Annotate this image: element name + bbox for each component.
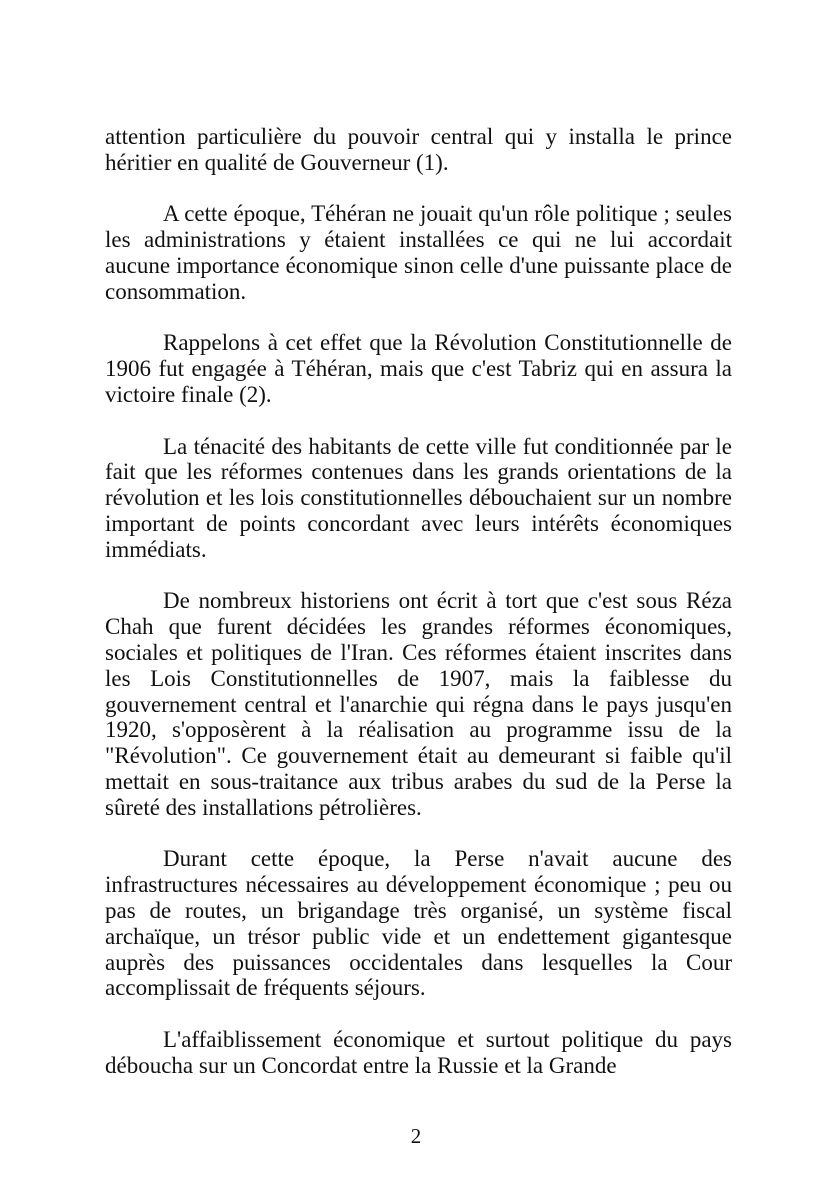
paragraph: Rappelons à cet effet que la Révolution Constitutionnelle de 1906 fut engagée à Téhéran, mais que c'est Tabriz qui en assura la victoire finale (2). xyxy=(105,330,732,407)
paragraph: L'affaiblissement économique et surtout politique du pays déboucha sur un Concordat entre la Russie et la Grande xyxy=(105,1026,732,1078)
paragraph: La ténacité des habitants de cette ville fut conditionnée par le fait que les réformes contenues dans les grands orientations de la révolution et les lois constitutionnelles débouchaient sur un nombre important de points concordant avec leurs intérêts économiques immédiats. xyxy=(105,433,732,562)
paragraph: De nombreux historiens ont écrit à tort que c'est sous Réza Chah que furent décidées les grandes réformes économiques, sociales et politiques de l'Iran. Ces réformes étaient inscrites dans les Lois Constitutionnelles de 1907, mais la faiblesse du gouvernement central et l'anarchie qui régna dans le pays jusqu'en 1920, s'opposèrent à la réalisation au programme issu de la "Révolution". Ce gouvernement était au demeurant si faible qu'il mettait en sous-traitance aux tribus arabes du sud de la Perse la sûreté des installations pétrolières. xyxy=(105,588,732,820)
paragraph: A cette époque, Téhéran ne jouait qu'un rôle politique ; seules les administrations y étaient installées ce qui ne lui accordait aucune importance économique sinon celle d'une puissante place de consommation. xyxy=(105,201,732,304)
body-text xyxy=(105,124,732,1078)
page-number: 2 xyxy=(410,1124,422,1148)
paragraph-continuation: attention particulière du pouvoir central qui y installa le prince héritier en qualité de Gouverneur (1). xyxy=(105,124,732,175)
paragraph: Durant cette époque, la Perse n'avait aucune des infrastructures nécessaires au développement économique ; peu ou pas de routes, un brigandage très organisé, un système fiscal archaïque, un trésor public vide et un endettement gigantesque auprès des puissances occidentales dans lesquelles la Cour accomplissait de fréquents séjours. xyxy=(105,846,732,1001)
